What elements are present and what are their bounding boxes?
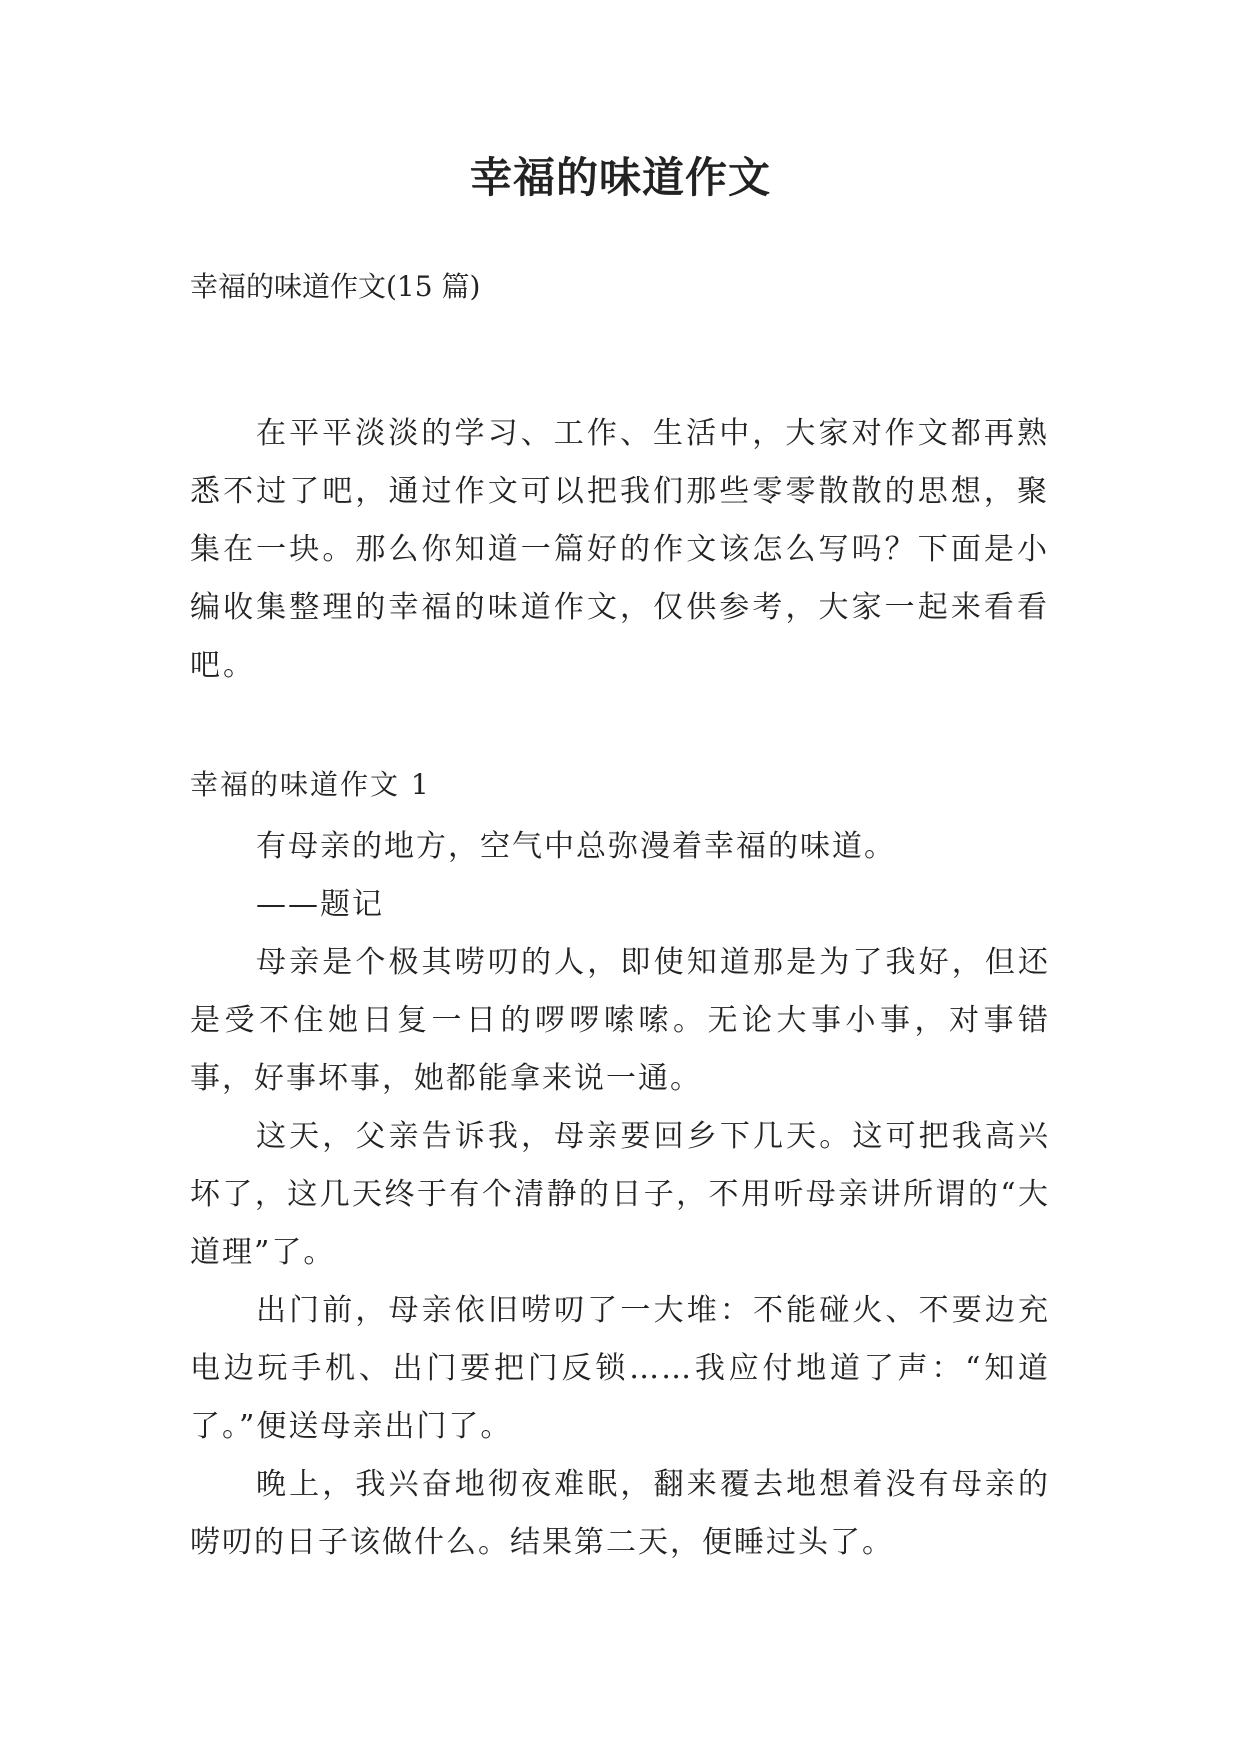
essay-paragraph: 有母亲的地方，空气中总弥漫着幸福的味道。 (256, 829, 896, 864)
document-title: 幸福的味道作文 (469, 153, 771, 202)
essay-paragraph: 这天，父亲告诉我，母亲要回乡下几天。这可把我高兴坏了，这几天终于有个清静的日子，不用听母亲讲所谓的“大道理”了。 (190, 1119, 1050, 1270)
inscription-label: ——题记 (256, 887, 384, 922)
essay-paragraph: 母亲是个极其唠叨的人，即使知道那是为了我好，但还是受不住她日复一日的啰啰嗦嗦。无论大事小事，对事错事，好事坏事，她都能拿来说一通。 (190, 945, 1050, 1096)
section-title: 幸福的味道作文 1 (190, 768, 431, 801)
essay-paragraph: 出门前，母亲依旧唠叨了一大堆：不能碰火、不要边充电边玩手机、出门要把门反锁……我应付地道了声：“知道了。”便送母亲出门了。 (190, 1293, 1050, 1444)
essay-paragraph: 晚上，我兴奋地彻夜难眠，翻来覆去地想着没有母亲的唠叨的日子该做什么。结果第二天，便睡过头了。 (190, 1467, 1050, 1560)
intro-paragraph: 在平平淡淡的学习、工作、生活中，大家对作文都再熟悉不过了吧，通过作文可以把我们那些零零散散的思想，聚集在一块。那么你知道一篇好的作文该怎么写吗？下面是小编收集整理的幸福的味道作文，仅供参考，大家一起来看看吧。 (190, 416, 1050, 683)
document-subtitle: 幸福的味道作文(15 篇) (190, 270, 481, 303)
essay-section (190, 760, 1050, 1572)
